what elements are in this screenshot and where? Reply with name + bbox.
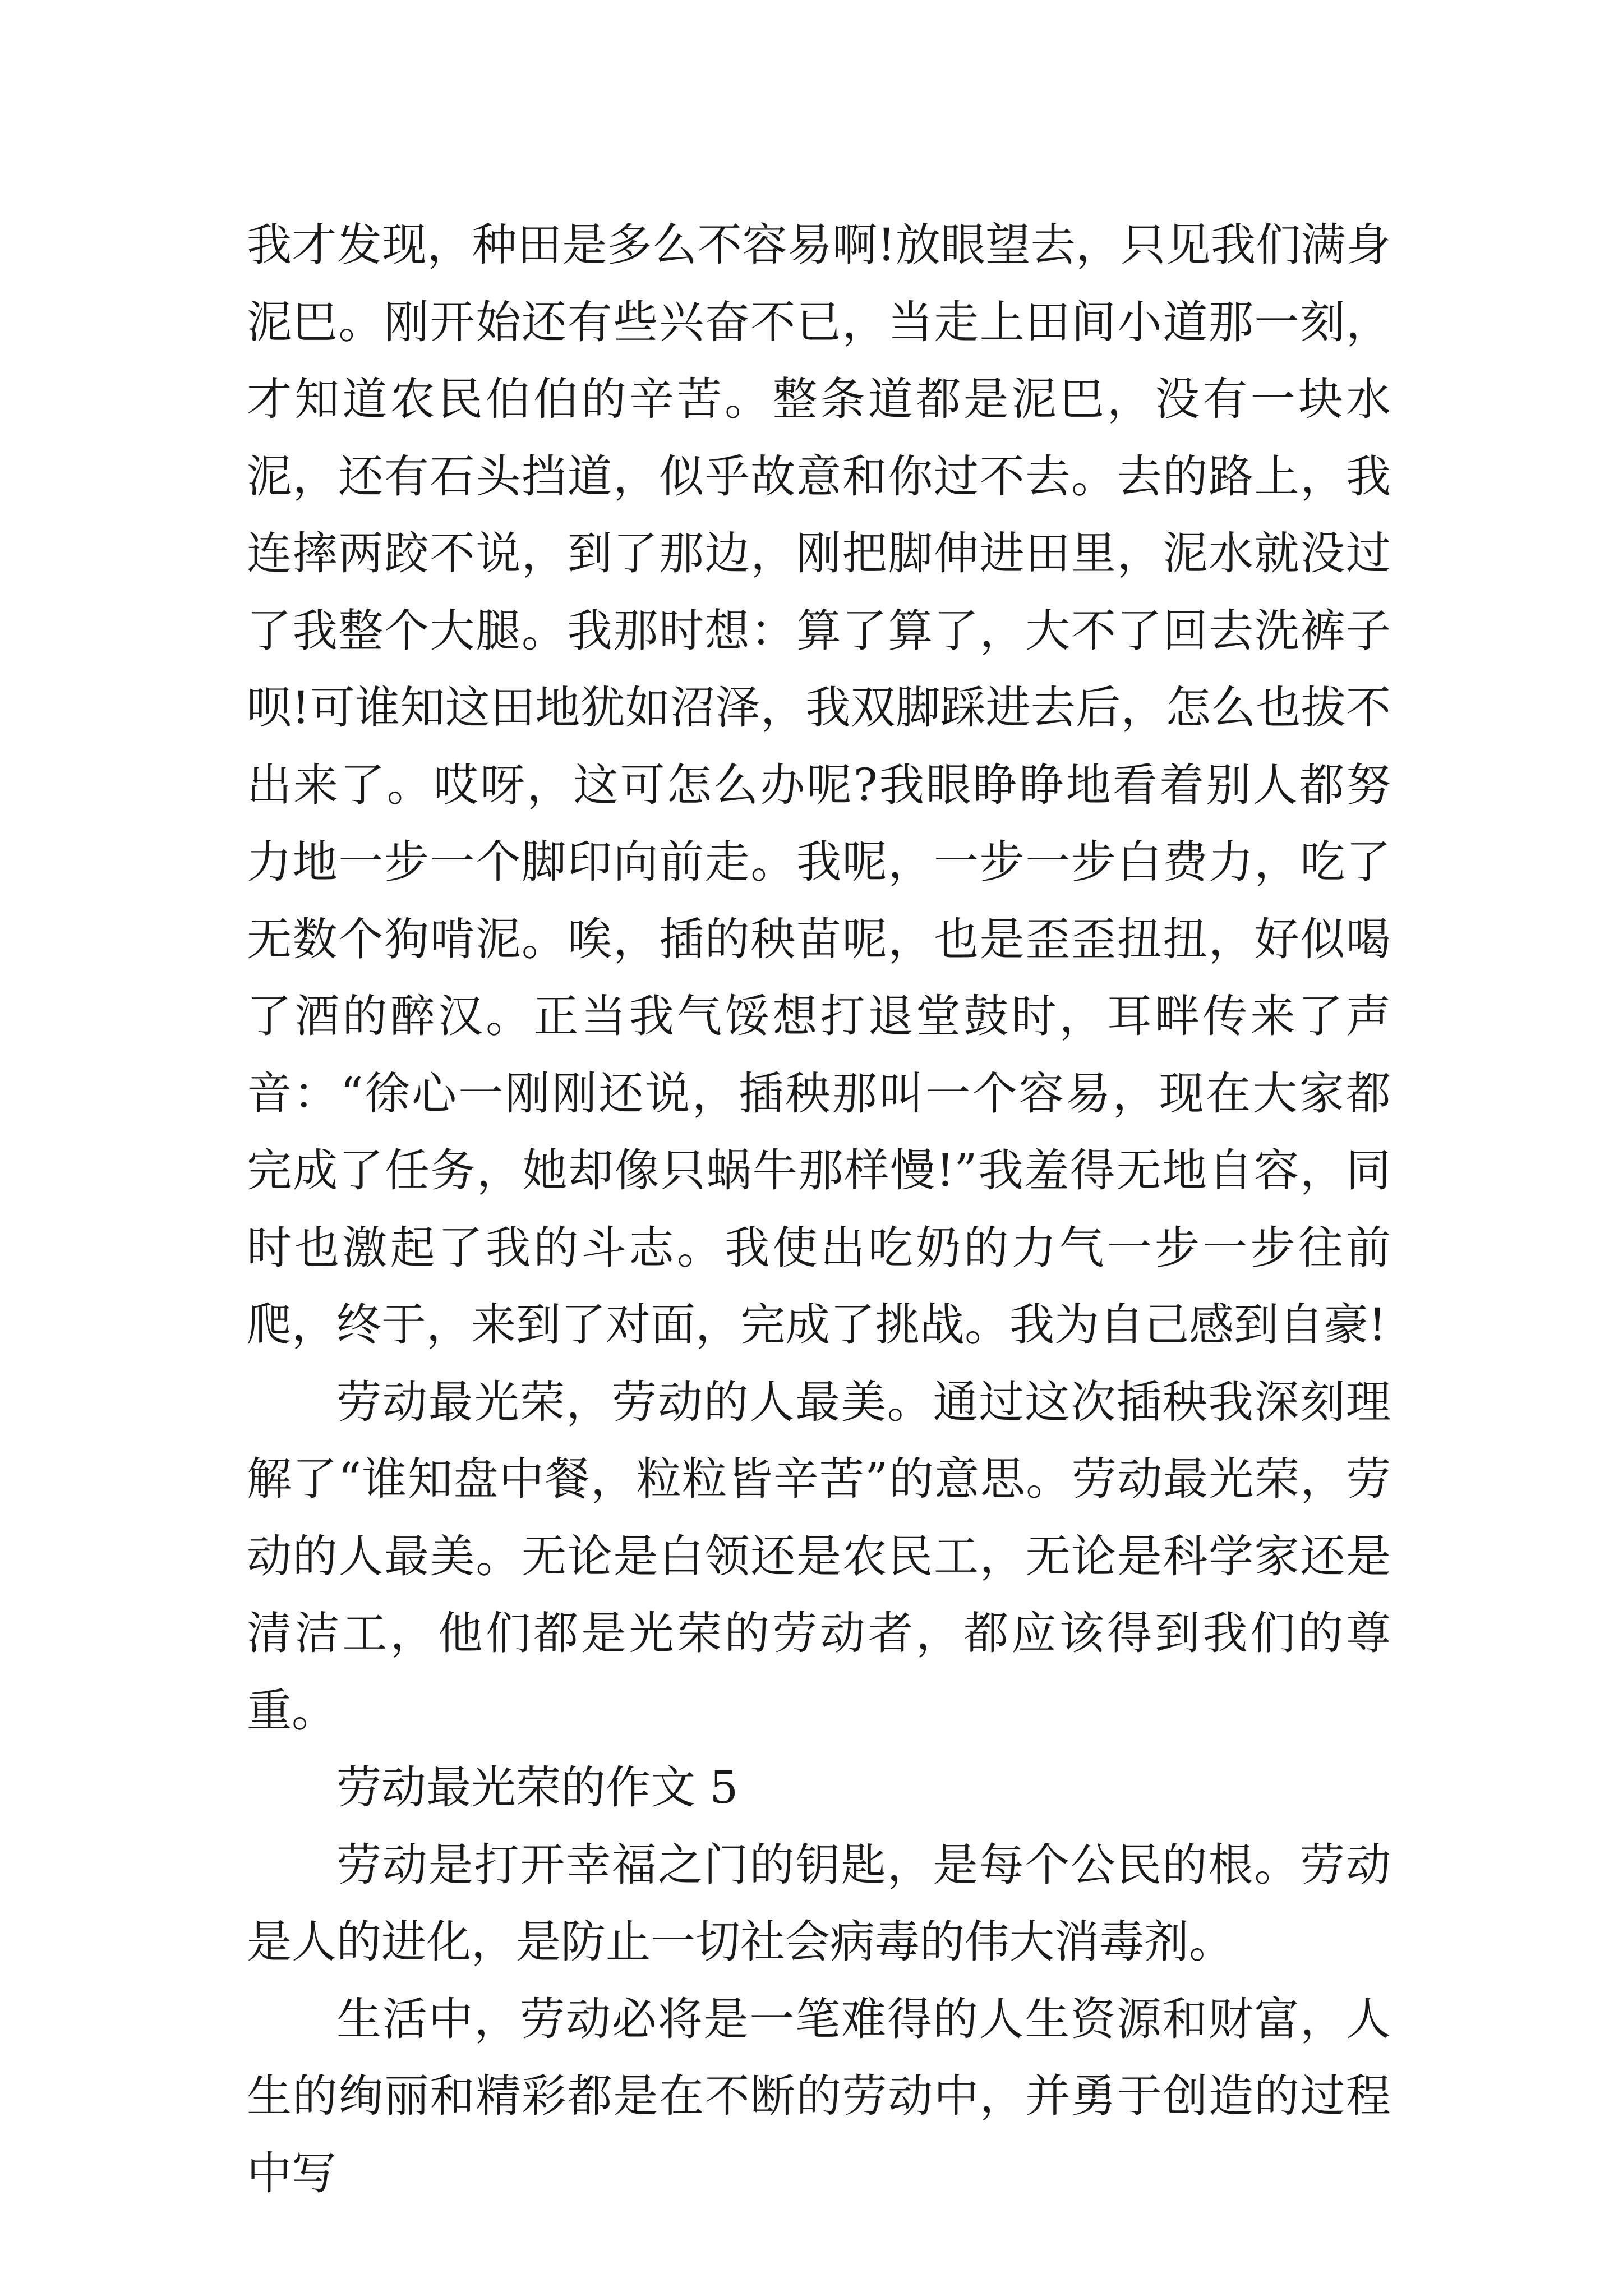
- paragraph-labor-key: 劳动是打开幸福之门的钥匙，是每个公民的根。劳动是人的进化，是防止一切社会病毒的伟大消毒剂。: [247, 1838, 1391, 1968]
- paragraph-labor-honor: 劳动最光荣，劳动的人最美。通过这次插秧我深刻理解了“谁知盘中餐，粒粒皆辛苦”的意思。劳动最光荣，劳动的人最美。无论是白领还是农民工，无论是科学家还是清洁工，他们都是光荣的劳动者，都应该得到我们的尊重。: [247, 1375, 1391, 1737]
- paragraph-continuation: 我才发现，种田是多么不容易啊!放眼望去，只见我们满身泥巴。刚开始还有些兴奋不已，当走上田间小道那一刻，才知道农民伯伯的辛苦。整条道都是泥巴，没有一块水泥，还有石头挡道，似乎故意和你过不去。去的路上，我连摔两跤不说，到了那边，刚把脚伸进田里，泥水就没过了我整个大腿。我那时想：算了算了，大不了回去洗裤子呗!可谁知这田地犹如沼泽，我双脚踩进去后，怎么也拔不出来了。哎呀，这可怎么办呢?我眼睁睁地看着别人都努力地一步一个脚印向前走。我呢，一步一步白费力，吃了无数个狗啃泥。唉，插的秧苗呢，也是歪歪扭扭，好似喝了酒的醉汉。正当我气馁想打退堂鼓时，耳畔传来了声音：“徐心一刚刚还说，插秧那叫一个容易，现在大家都完成了任务，她却像只蜗牛那样慢!”我羞得无地自容，同时也激起了我的斗志。我使出吃奶的力气一步一步往前爬，终于，来到了对面，完成了挑战。我为自己感到自豪!: [247, 219, 1391, 1351]
- paragraph-life-labor: 生活中，劳动必将是一笔难得的人生资源和财富，人生的绚丽和精彩都是在不断的劳动中，并勇于创造的过程中写: [247, 1993, 1391, 2200]
- essay-heading: 劳动最光荣的作文 5: [336, 1761, 739, 1814]
- document-body: [247, 206, 1391, 2212]
